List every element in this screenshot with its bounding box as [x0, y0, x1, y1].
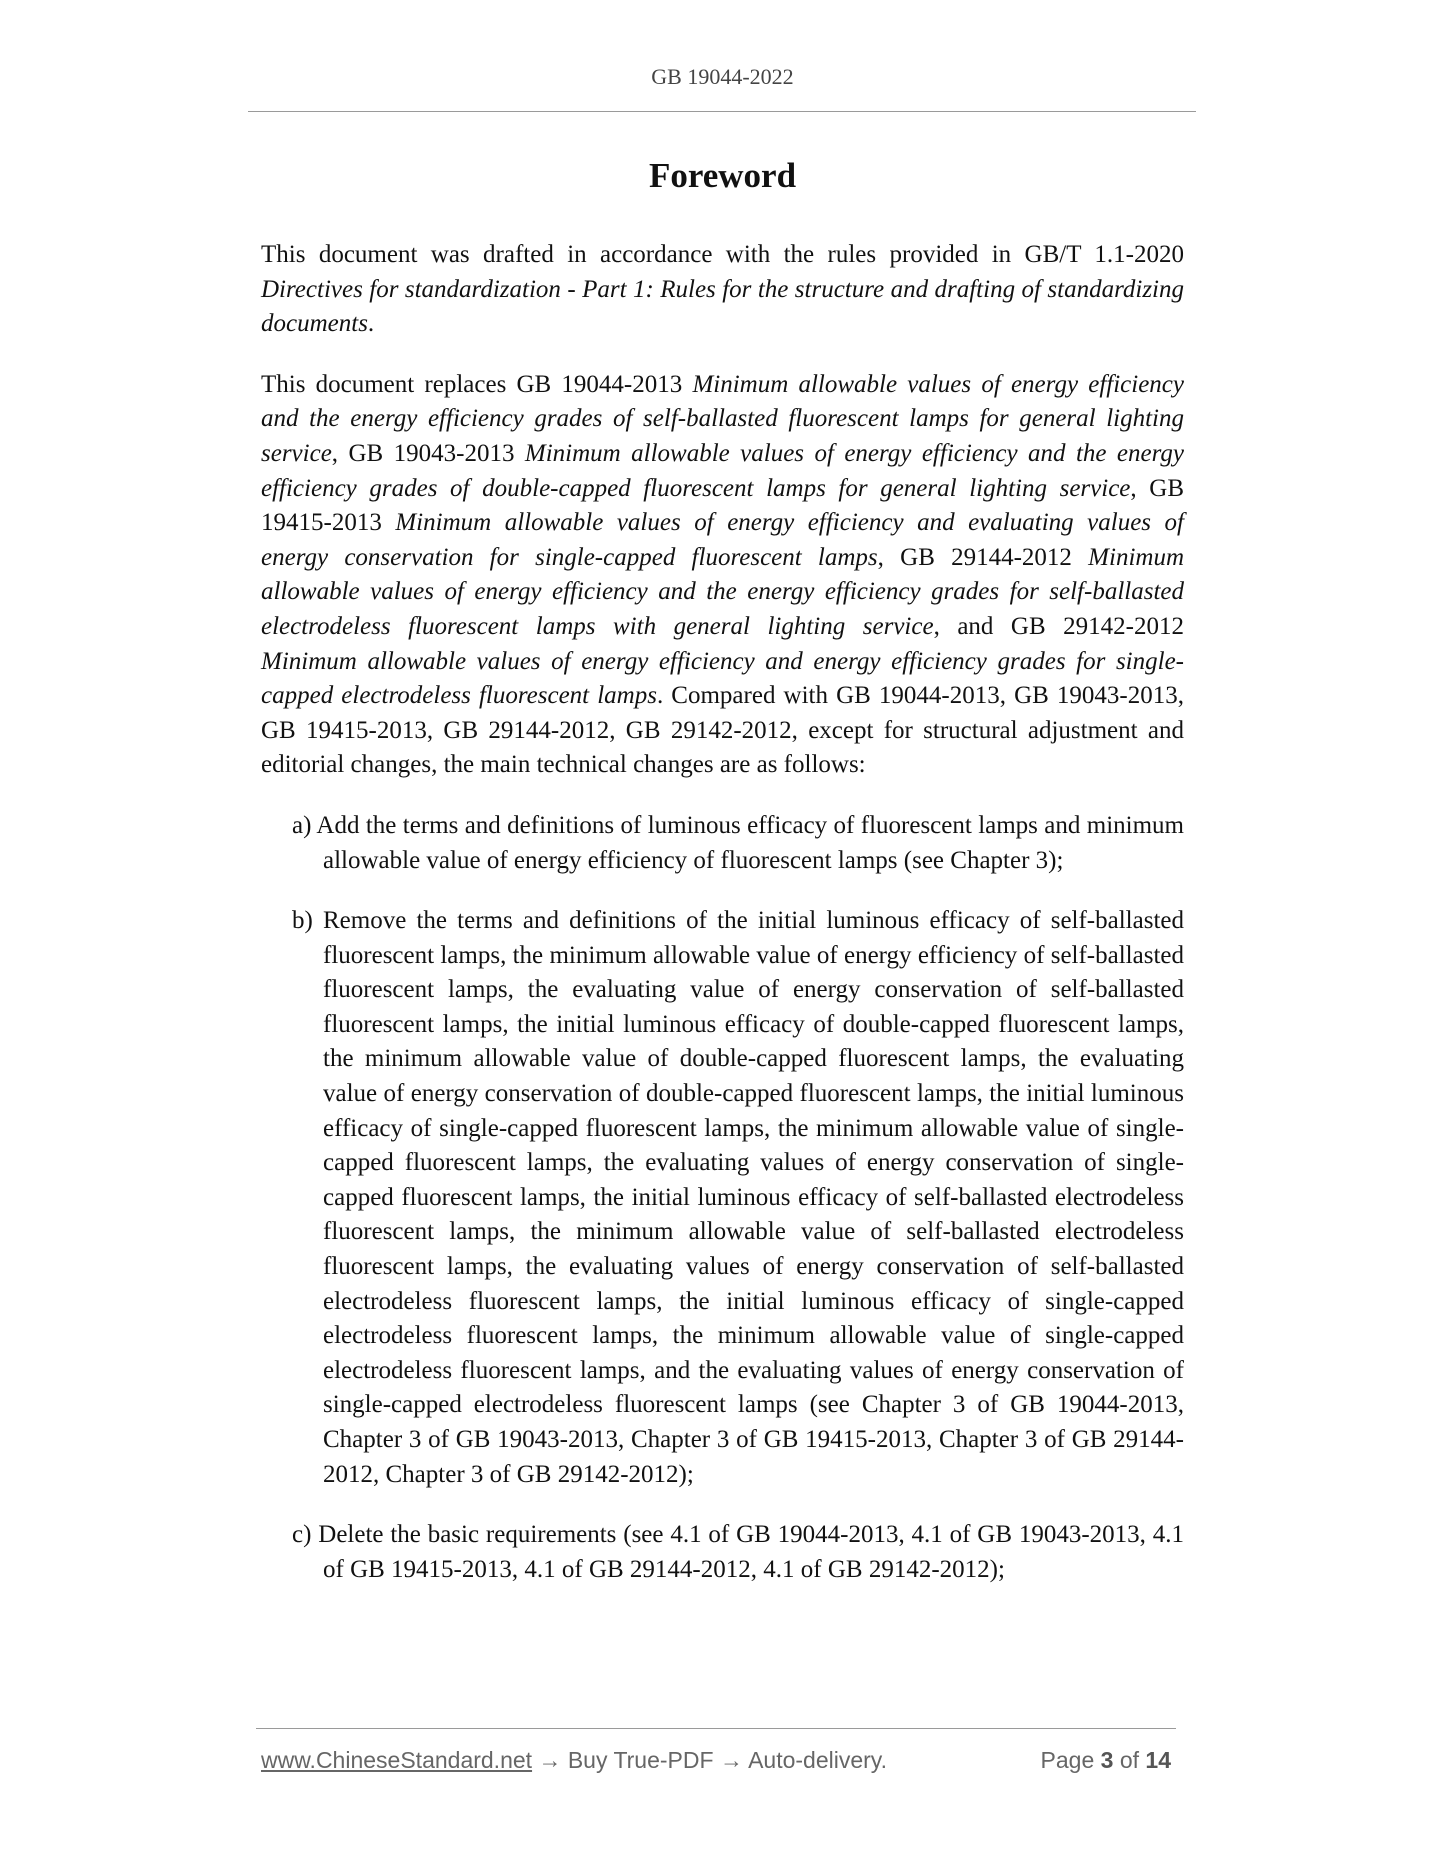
list-text: Add the terms and definitions of luminous efficacy of fluorescent lamps and minimum allowable value of energy efficiency of fluorescent lamps (see Chapter 3);	[316, 811, 1184, 874]
list-label: c)	[292, 1521, 319, 1549]
website-link[interactable]: www.ChineseStandard.net	[261, 1747, 533, 1773]
running-header: GB 19044-2022	[651, 64, 794, 89]
cited-title: Minimum allowable values of energy efficiency and energy efficiency grades for single-capped electrodeless fluorescent lamps	[261, 647, 1184, 710]
page-footer	[261, 1747, 1181, 1781]
technical-changes-list	[261, 809, 1184, 1587]
header-divider	[248, 111, 1196, 112]
arrow-icon: →	[713, 1747, 749, 1773]
paragraph-replacement: This document replaces GB 19044-2013 Minimum allowable values of energy efficiency and the energy efficiency grades of self-ballasted fluorescent lamps for general lighting service, GB 19043-2013 Minimum allowable values of energy efficiency and the energy efficiency grades of double-capped fluorescent lamps for general lighting service, GB 19415-2013 Minimum allowable values of energy efficiency and evaluating values of energy conservation for single-capped fluorescent lamps, GB 29144-2012 Minimum allowable values of energy efficiency and the energy efficiency grades for self-ballasted electrodeless fluorescent lamps with general lighting service, and GB 29142-2012 Minimum allowable values of energy efficiency and energy efficiency grades for single-capped electrodeless fluorescent lamps. Compared with GB 19044-2013, GB 19043-2013, GB 19415-2013, GB 29144-2012, GB 29142-2012, except for structural adjustment and editorial changes, the main technical changes are as follows:	[261, 370, 1185, 779]
cited-title: Minimum allowable values of energy efficiency and evaluating values of energy conservation for single-capped fluorescent lamps	[261, 509, 1184, 571]
list-item-c	[261, 1518, 1184, 1587]
current-page: 3	[1100, 1747, 1114, 1773]
cited-title: Minimum allowable values of energy efficiency and the energy efficiency grades for self-ballasted electrodeless fluorescent lamps with general lighting service	[261, 543, 1184, 640]
list-text: Delete the basic requirements (see 4.1 of GB 19044-2013, 4.1 of GB 19043-2013, 4.1 of GB 19415-2013, 4.1 of GB 29144-2012, 4.1 of GB 29142-2012);	[318, 1521, 1185, 1583]
cited-title: Minimum allowable values of energy efficiency and the energy efficiency grades of double-capped fluorescent lamps for general lighting service	[261, 439, 1184, 502]
footer-divider	[256, 1728, 1176, 1729]
cited-title: Directives for standardization - Part 1: Rules for the structure and drafting of standardizing documents	[261, 275, 1184, 338]
page-title: Foreword	[648, 156, 797, 195]
document-body	[261, 238, 1184, 1613]
list-label: b)	[292, 907, 323, 935]
arrow-icon: →	[532, 1747, 568, 1773]
list-item-b	[261, 904, 1184, 1492]
delivery-text: Auto-delivery.	[748, 1747, 887, 1773]
paragraph-drafting-rules: This document was drafted in accordance with the rules provided in GB/T 1.1-2020 Directives for standardization - Part 1: Rules for the structure and drafting of standardizing documents.	[261, 241, 1184, 338]
list-text: Remove the terms and definitions of the initial luminous efficacy of self-ballasted fluorescent lamps, the minimum allowable value of energy efficiency of self-ballasted fluorescent lamps, the evaluating value of energy conservation of self-ballasted fluorescent lamps, the initial luminous efficacy of double-capped fluorescent lamps, the minimum allowable value of double-capped fluorescent lamps, the evaluating value of energy conservation of double-capped fluorescent lamps, the initial luminous efficacy of single-capped fluorescent lamps, the minimum allowable value of single-capped fluorescent lamps, the evaluating values of energy conservation of single-capped fluorescent lamps, the initial luminous efficacy of self-ballasted electrodeless fluorescent lamps, the minimum allowable value of self-ballasted electrodeless fluorescent lamps, the evaluating values of energy conservation of self-ballasted electrodeless fluorescent lamps, the initial luminous efficacy of single-capped electrodeless fluorescent lamps, the minimum allowable value of single-capped electrodeless fluorescent lamps, and the evaluating values of energy conservation of single-capped electrodeless fluorescent lamps (see Chapter 3 of GB 19044-2013, Chapter 3 of GB 19043-2013, Chapter 3 of GB 19415-2013, Chapter 3 of GB 29144-2012, Chapter 3 of GB 29142-2012);	[322, 907, 1184, 1488]
list-item-a	[261, 809, 1184, 878]
cited-title: Minimum allowable values of energy efficiency and the energy efficiency grades of self-ballasted fluorescent lamps for general lighting service	[261, 370, 1184, 467]
footer-promo	[261, 1747, 887, 1774]
list-label: a)	[292, 811, 317, 839]
page-indicator: Page 3 of 14	[1040, 1747, 1171, 1773]
total-pages: 14	[1145, 1747, 1171, 1773]
buy-pdf-text: Buy True-PDF	[567, 1747, 714, 1773]
